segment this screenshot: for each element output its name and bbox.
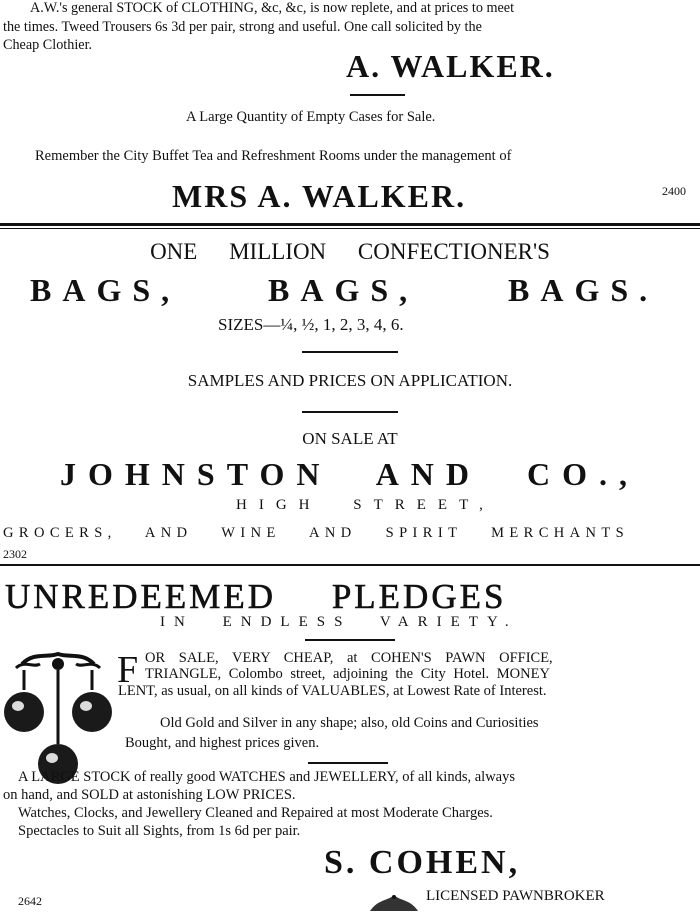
samples-notice: SAMPLES AND PRICES ON APPLICATION. bbox=[187, 371, 513, 390]
walker-ad-number: 2400 bbox=[662, 184, 686, 198]
cohen-para2-line2: Bought, and highest prices given. bbox=[125, 735, 320, 751]
cohen-name: S. COHEN, bbox=[324, 844, 521, 881]
endless-variety-subhead: IN ENDLESS VARIETY. bbox=[160, 614, 518, 630]
on-sale-at: ON SALE AT bbox=[302, 429, 398, 448]
cohen-ad-number: 2642 bbox=[18, 894, 42, 908]
licensed-pawnbroker: LICENSED PAWNBROKER bbox=[426, 888, 605, 904]
cohen-para3-line1: A LARGE STOCK of really good WATCHES and JEWELLERY, of all kinds, always bbox=[18, 769, 515, 785]
bag-sizes: SIZES—¼, ½, 1, 2, 3, 4, 6. bbox=[218, 315, 404, 334]
cohen-headline-divider bbox=[305, 639, 395, 641]
johnston-ad-number: 2302 bbox=[3, 547, 27, 561]
confectioners-headline: ONE MILLION CONFECTIONER'S bbox=[150, 239, 550, 264]
walker-divider bbox=[350, 94, 405, 96]
walker-cases-notice: A Large Quantity of Empty Cases for Sale. bbox=[186, 109, 436, 125]
cohen-para1-line1: OR SALE, VERY CHEAP, at COHEN'S PAWN OFFICE, bbox=[145, 650, 553, 666]
walker-paragraph-line-2: the times. Tweed Trousers 6s 3d per pair, strong and useful. One call solicited by the bbox=[3, 19, 482, 35]
cohen-para3-line2: on hand, and SOLD at astonishing LOW PRICES. bbox=[3, 787, 296, 803]
crown-ornament-icon bbox=[368, 893, 420, 912]
johnston-firm-name: JOHNSTON AND CO., bbox=[60, 456, 640, 492]
walker-name: A. WALKER. bbox=[346, 48, 555, 84]
bags-word-2: BAGS, bbox=[268, 272, 419, 308]
trade-description: GROCERS, AND WINE AND SPIRIT MERCHANTS bbox=[3, 525, 630, 541]
walker-paragraph-line-1: A.W.'s general STOCK of CLOTHING, &c, &c, is now replete, and at prices to meet bbox=[30, 0, 515, 16]
cohen-para2-line1: Old Gold and Silver in any shape; also, old Coins and Curiosities bbox=[160, 715, 539, 731]
sizes-divider bbox=[302, 351, 398, 353]
cohen-para4-line1: Watches, Clocks, and Jewellery Cleaned and Repaired at most Moderate Charges. bbox=[18, 805, 493, 821]
walker-paragraph-line-3: Cheap Clothier. bbox=[3, 37, 93, 53]
cohen-para1-line3: LENT, as usual, on all kinds of VALUABLES, at Lowest Rate of Interest. bbox=[118, 683, 547, 699]
bags-word-1: BAGS, bbox=[30, 272, 181, 308]
cohen-para1-line2: TRIANGLE, Colombo street, adjoining the City Hotel. MONEY bbox=[145, 666, 550, 682]
walker-bottom-rule-thin bbox=[0, 228, 700, 229]
samples-divider bbox=[302, 411, 398, 413]
johnston-bottom-rule bbox=[0, 564, 700, 566]
bags-word-3: BAGS. bbox=[508, 272, 659, 308]
walker-buffet-notice: Remember the City Buffet Tea and Refreshment Rooms under the management of bbox=[35, 148, 512, 164]
walker-bottom-rule bbox=[0, 223, 700, 226]
mrs-walker-name: MRS A. WALKER. bbox=[172, 178, 467, 214]
high-street: HIGH STREET, bbox=[236, 497, 495, 513]
cohen-para4-line2: Spectacles to Suit all Sights, from 1s 6d per pair. bbox=[18, 823, 301, 839]
cohen-mid-divider bbox=[308, 762, 388, 764]
unredeemed-pledges-headline: UNREDEEMED PLEDGES bbox=[5, 577, 507, 616]
cohen-drop-cap: F bbox=[117, 649, 139, 691]
